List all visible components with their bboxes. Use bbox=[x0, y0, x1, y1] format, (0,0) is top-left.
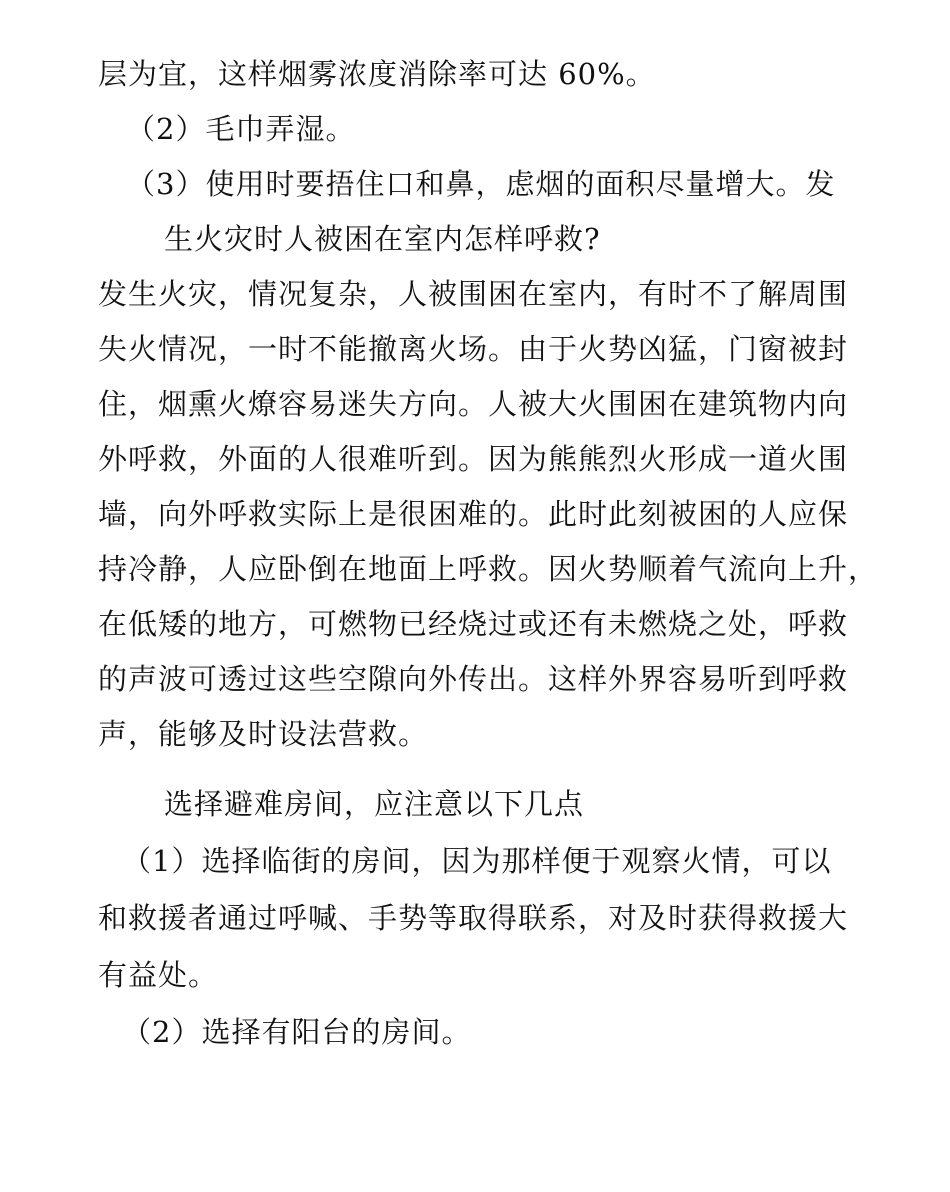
list-item-2: （2）选择有阳台的房间。 bbox=[122, 1015, 472, 1049]
text-line: 层为宜，这样烟雾浓度消除率可达 60%。 bbox=[98, 57, 656, 91]
list-item-3: （3）使用时要捂住口和鼻，虑烟的面积尽量增大。发 bbox=[126, 167, 836, 201]
section-heading: 生火灾时人被困在室内怎样呼救? bbox=[164, 222, 601, 256]
text-line: 在低矮的地方，可燃物已经烧过或还有未燃烧之处，呼救 bbox=[98, 607, 849, 641]
list-item-2: （2）毛巾弄湿。 bbox=[126, 112, 356, 146]
text-line: 持冷静，人应卧倒在地面上呼救。因火势顺着气流向上升， bbox=[98, 552, 879, 586]
text-line: 的声波可透过这些空隙向外传出。这样外界容易听到呼救 bbox=[98, 662, 849, 696]
section-heading: 选择避难房间，应注意以下几点 bbox=[164, 787, 585, 821]
list-item-1: （1）选择临街的房间，因为那样便于观察火情，可以 bbox=[122, 844, 832, 878]
text-line: 墙，向外呼救实际上是很困难的。此时此刻被困的人应保 bbox=[98, 497, 849, 531]
text-line: 住，烟熏火燎容易迷失方向。人被大火围困在建筑物内向 bbox=[98, 387, 849, 421]
text-line: 发生火灾，情况复杂，人被围困在室内，有时不了解周围 bbox=[98, 277, 849, 311]
text-line: 声，能够及时设法营救。 bbox=[98, 717, 429, 751]
text-line: 失火情况，一时不能撤离火场。由于火势凶猛，门窗被封 bbox=[98, 332, 849, 366]
text-line: 和救援者通过呼喊、手势等取得联系，对及时获得救援大 bbox=[98, 901, 849, 935]
text-line: 外呼救，外面的人很难听到。因为熊熊烈火形成一道火围 bbox=[98, 442, 849, 476]
text-line: 有益处。 bbox=[98, 958, 219, 992]
